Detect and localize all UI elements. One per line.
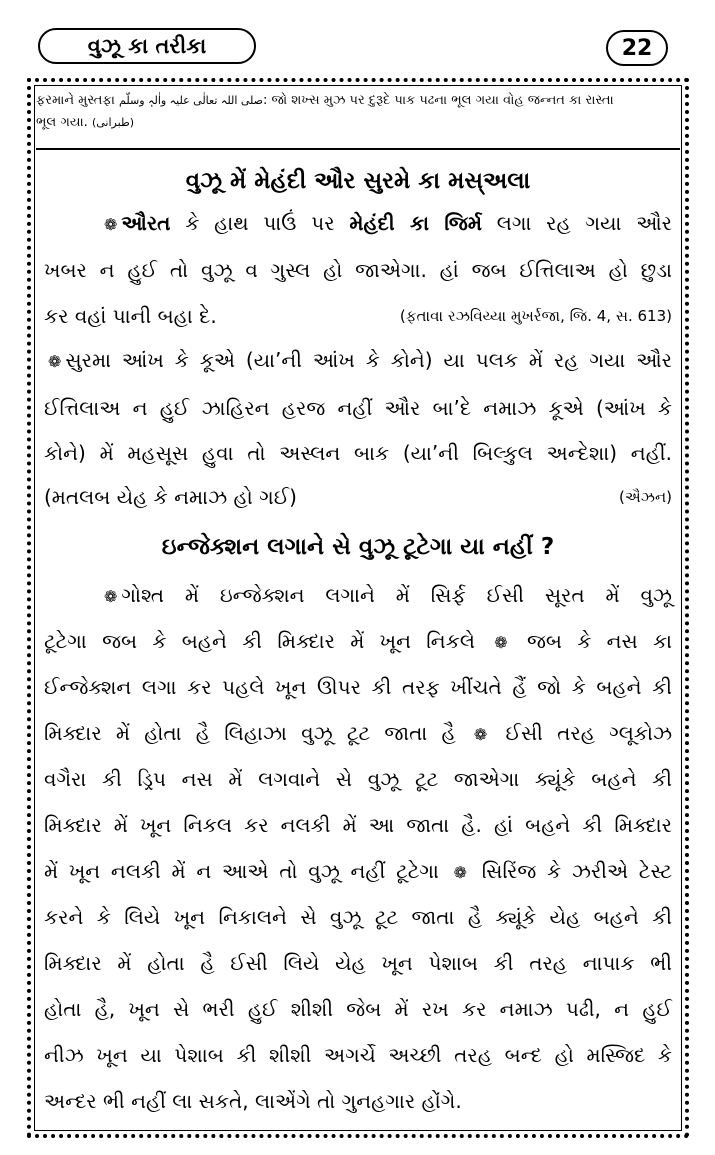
page-number [606,30,668,66]
hadith-text-end: ભૂલ ગયા. [36,115,88,130]
hadith-prefix: ફરમાને મુસ્તફા [36,93,115,108]
paragraph-line: કરને કે લિયે ખૂન નિકાલને સે વુઝૂ ટૂટ જાતા હૈ ક્યૂંકે યેહ બહને કી [44,905,672,929]
hadith-salutation: صلی اللہ تعالٰی علیہ واٰلہٖ وسلّم [119,94,264,107]
citation: (ફતાવા રઝવિય્યા મુખર્રજા, જિ. 4, સ. 613) [399,307,672,325]
citation: (ઐઝન) [618,488,672,506]
paragraph-line: ઈન્જેક્શન લગા કર પહલે ખૂન ઊપર કી તરફ ખીંચતે હૈં જો કે બહને કી [44,675,672,699]
flower-ornament-icon: ❁ [104,587,118,606]
paragraph-line: કોને) મેં મહસૂસ હુવા તો અસ્લન બાક (યા’ની બિલ્કુલ અન્દેશા) નહીં. [44,441,672,465]
section-heading-injection: ઇન્જેક્શન લગાને સે વુઝૂ ટૂટેગા યા નહીં ? [161,534,555,560]
paragraph-line: હોતા હૈ, ખૂન સે ભરી હુઈ શીશી જેબ મેં રખ કર નમાઝ પઢી, ન હુઈ [44,997,672,1021]
flower-ornament-icon: ❁ [494,633,508,652]
hadith-divider [36,148,680,150]
hadith-text: : જો શખ્સ મુઝ પર દુરૂદે પાક પઢના ભૂલ ગયા વોહ જન્નત કા રાસ્તા [263,93,614,108]
hadith-line-2 [36,112,680,134]
chapter-title-text: વુઝૂ કા તરીકા [87,33,207,58]
paragraph-line: વગૈરા કી ડ્રિપ નસ મેં લગવાને સે વુઝૂ ટૂટ જાએગા ક્યૂંકે બહને કી [44,767,672,791]
paragraph-text: કર વહાં પાની બહા દે. [44,304,217,328]
flower-ornament-icon: ❁ [48,352,62,371]
paragraph-line: ❁ સુરમા આંખ કે કૂએ (યા’ની આંખ કે કોને) યા પલક મેં રહ ગયા ઔર [48,348,672,372]
hadith-banner [36,90,680,146]
paragraph-line: મિક્દાર મેં ખૂન નિકલ કર નલકી મેં આ જાતા હૈ. હાં બહને કી મિક્દાર [44,813,672,837]
paragraph-line: મેં ખૂન નલકી મેં ન આએ તો વુઝૂ નહીં ટૂટેગા ❁ સિરિંજ કે ઝરીએ ટેસ્ટ [44,859,672,883]
paragraph-line [44,482,672,512]
flower-ornament-icon: ❁ [473,725,488,744]
paragraph-text: (મતલબ યેહ કે નમાઝ હો ગઈ) [44,485,297,509]
paragraph-line: નીઝ ખૂન યા પેશાબ કી શીશી અગર્ચે અચ્છી તરહ બન્દ હો મસ્જિદ કે [44,1043,672,1067]
page-number-text: 22 [621,35,653,61]
flower-ornament-icon: ❁ [104,215,118,234]
hadith-source: (طبرانی) [91,116,134,129]
paragraph-line: અન્દર ભી નહીં લા સકતે, લાએંગે તો ગુનહગાર હોંગે. [44,1089,462,1113]
paragraph-line: ખબર ન હુઈ તો વુઝૂ વ ગુસ્લ હો જાએગા. હાં જબ ઈત્તિલાઅ હો છુડા [44,258,672,282]
paragraph-line: મિક્દાર મેં હોતા હૈ લિહાઝા વુઝૂ ટૂટ જાતા હૈ ❁ ઈસી તરહ ગ્લૂકોઝ [44,721,673,745]
paragraph-line: ❁ ગોશ્ત મેં ઇન્જેક્શન લગાને મેં સિર્ફ ઈસી સૂરત મેં વુઝૂ [104,583,672,607]
section-heading-mehndi-surma: વુઝૂ મેં મેહંદી ઔર સુરમે કા મસ્અલા [185,168,531,194]
paragraph-line [44,301,672,331]
hadith-line-1 [36,90,680,112]
paragraph-line: ટૂટેગા જબ કે બહને કી મિક્દાર મેં ખૂન નિકલે ❁ જબ કે નસ કા [44,629,673,653]
flower-ornament-icon: ❁ [453,863,468,882]
chapter-title [38,28,256,64]
paragraph-line: ઈત્તિલાઅ ન હુઈ ઝાહિરન હરજ નહીં ઔર બા’દે નમાઝ કૂએ (આંખ કે [44,396,672,420]
paragraph-line: ❁ ઔરત કે હાથ પાઉં પર મેહંદી કા જિર્મ લગા રહ ગયા ઔર [104,211,672,235]
paragraph-line: મિક્દાર મેં હોતા હૈ ઈસી લિયે યેહ ખૂન પેશાબ કી તરહ નાપાક ભી [44,951,672,975]
